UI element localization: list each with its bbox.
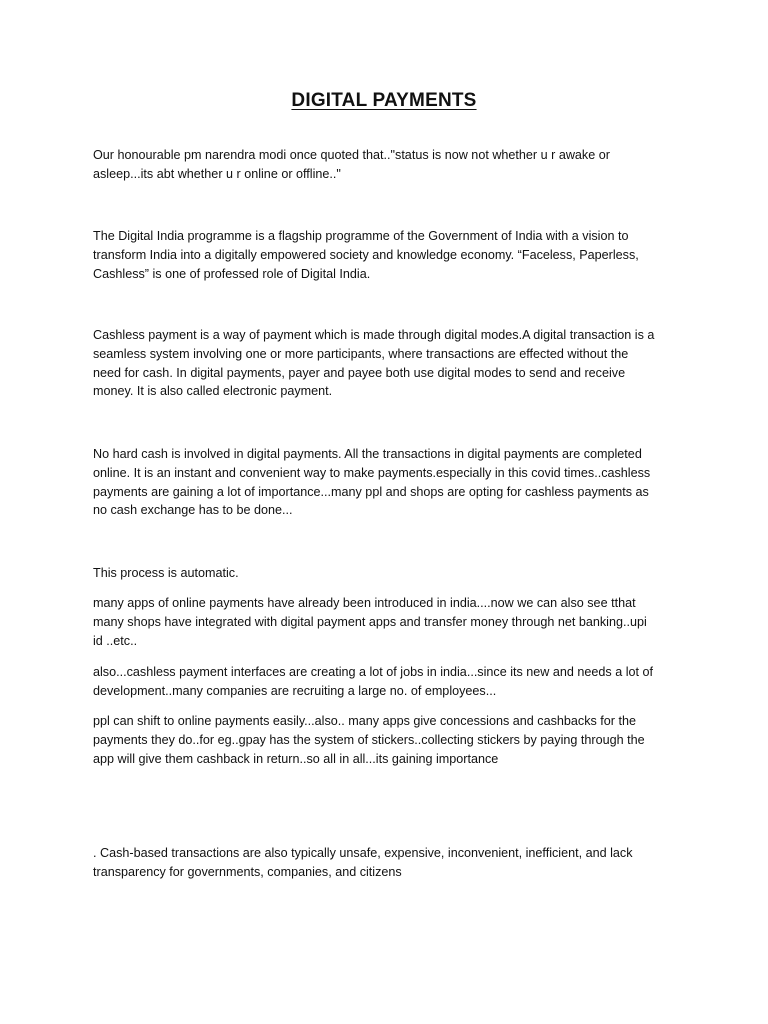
paragraph-cash-based-transactions: . Cash-based transactions are also typically unsafe, expensive, inconvenient, inefficient, and lack transparency for governments, companies, and citizens	[93, 846, 633, 879]
paragraph-apps-introduced: many apps of online payments have already been introduced in india....now we can also see tthat many shops have integrated with digital payment apps and transfer money through net banking..upi id ..etc..	[93, 596, 647, 648]
paragraph-modi-quote: Our honourable pm narendra modi once quoted that.."status is now not whether u r awake or asleep...its abt whether u r online or offline.."	[93, 148, 610, 181]
paragraph-automatic: This process is automatic.	[93, 566, 239, 580]
paragraph-cashless-definition: Cashless payment is a way of payment which is made through digital modes.A digital transaction is a seamless system involving one or more participants, where transactions are effected without the need for cash. In digital payments, payer and payee both use digital modes to send and receive money. It is also called electronic payment.	[93, 328, 655, 399]
paragraph-jobs: also...cashless payment interfaces are creating a lot of jobs in india...since its new and needs a lot of development..many companies are recruiting a large no. of employees...	[93, 665, 654, 698]
document-title: DIGITAL PAYMENTS	[291, 90, 477, 111]
paragraph-no-hard-cash: No hard cash is involved in digital payments. All the transactions in digital payments are completed online. It is an instant and convenient way to make payments.especially in this covid times..cashless payments are gaining a lot of importance...many ppl and shops are opting for cashless payments as no cash exchange has to be done...	[93, 447, 651, 518]
paragraph-digital-india: The Digital India programme is a flagship programme of the Government of India with a vision to transform India into a digitally empowered society and knowledge economy. “Faceless, Paperless, Cashless” is one of professed role of Digital India.	[93, 229, 639, 281]
paragraph-cashbacks: ppl can shift to online payments easily...also.. many apps give concessions and cashbacks for the payments they do..for eg..gpay has the system of stickers..collecting stickers by paying through the app will give them cashback in return..so all in all...its gaining importance	[93, 714, 645, 766]
